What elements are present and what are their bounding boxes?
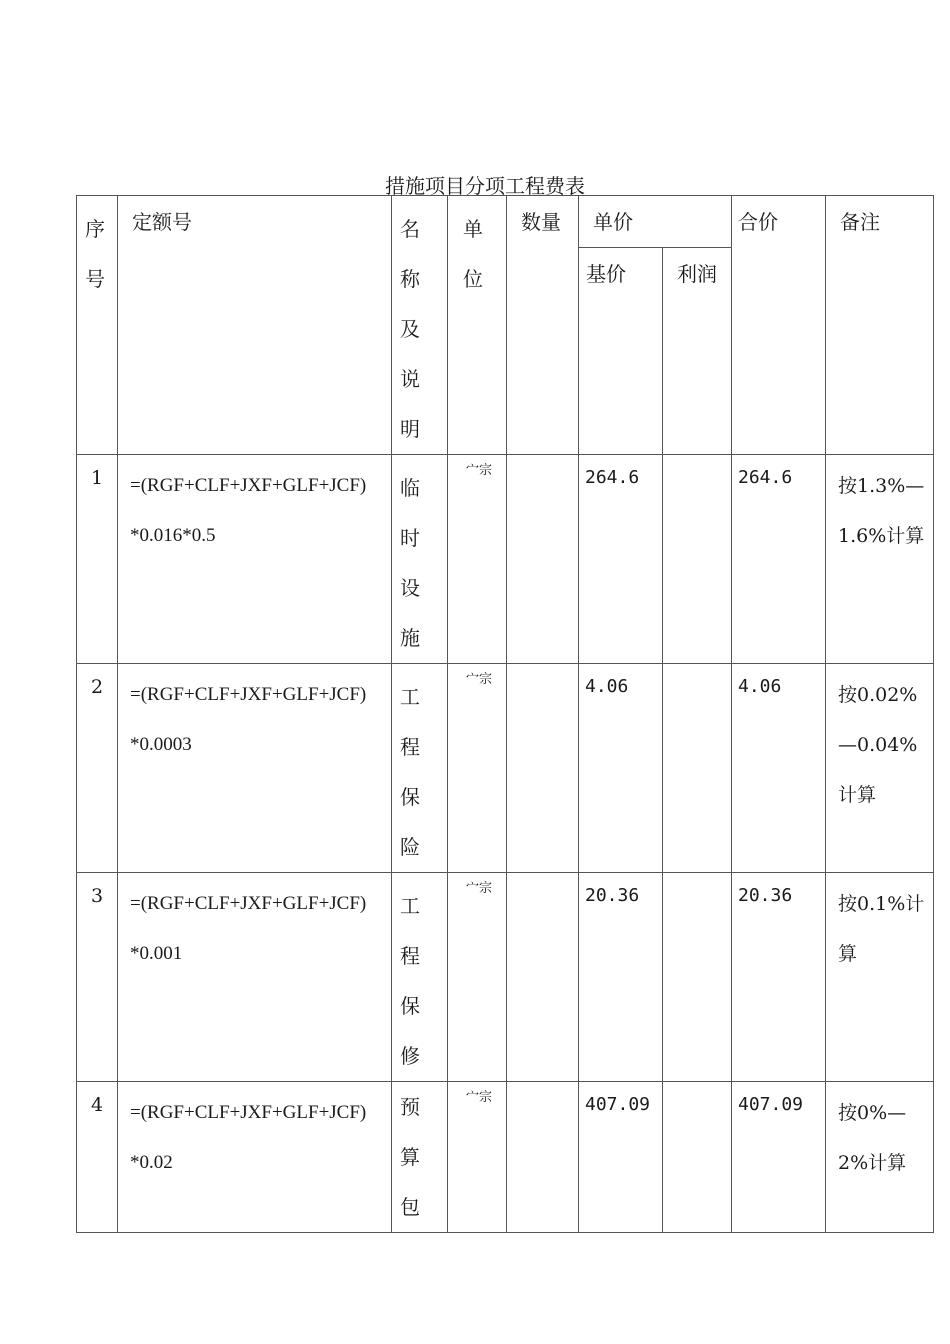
row-formula [118,455,391,561]
row-base-price: 407.09 [585,1094,651,1115]
row-base-price: 20.36 [585,885,640,906]
table-row [77,664,934,873]
row-formula [118,664,391,770]
formula-line-2: *0.016*0.5 [130,525,216,546]
table-row [77,873,934,1082]
row-name: 工程保修 [400,894,420,1068]
row-formula [118,873,391,979]
header-row [77,196,934,248]
row-unit: 宀宗 [466,1090,493,1105]
row-seq: 4 [90,1094,104,1116]
row-total: 264.6 [738,467,793,488]
row-name: 临时设施 [400,476,420,650]
fee-table [76,195,934,1233]
formula-line-1: =(RGF+CLF+JXF+GLF+JCF) [130,475,367,496]
formula-line-2: *0.0003 [130,734,192,755]
row-name: 预算包 [400,1095,420,1219]
header-base-price: 基价 [586,262,626,287]
formula-line-1: =(RGF+CLF+JXF+GLF+JCF) [130,893,367,914]
header-name: 名称及说明 [400,217,420,441]
row-name: 工程保险 [400,685,420,859]
row-seq: 1 [90,467,104,489]
row-unit: 宀宗 [466,881,493,896]
formula-line-2: *0.02 [130,1152,173,1173]
table-row [77,455,934,664]
row-unit: 宀宗 [466,672,493,687]
header-code: 定额号 [132,210,192,234]
page-title: 措施项目分项工程费表 [385,174,585,198]
formula-line-2: *0.001 [130,943,183,964]
header-remark: 备注 [840,210,880,234]
header-unit-price: 单价 [593,210,633,234]
formula-line-1: =(RGF+CLF+JXF+GLF+JCF) [130,684,367,705]
row-seq: 3 [90,885,104,907]
header-total: 合价 [738,210,778,234]
row-remark: 按0%—2%计算 [838,1102,907,1174]
row-base-price: 264.6 [585,467,640,488]
header-unit: 单位 [463,217,483,291]
row-unit: 宀宗 [466,463,493,478]
row-seq: 2 [90,676,104,698]
row-total: 20.36 [738,885,793,906]
row-base-price: 4.06 [585,676,629,697]
header-profit: 利润 [677,262,717,287]
row-remark: 按1.3%—1.6%计算 [838,475,925,547]
row-total: 407.09 [738,1094,804,1115]
header-qty: 数量 [521,210,561,234]
formula-line-1: =(RGF+CLF+JXF+GLF+JCF) [130,1102,367,1123]
row-total: 4.06 [738,676,782,697]
row-remark: 按0.02%—0.04%计算 [838,684,918,806]
row-remark: 按0.1%计算 [838,893,925,965]
header-seq: 序号 [85,217,105,291]
table-row [77,1082,934,1233]
row-formula [118,1082,391,1188]
